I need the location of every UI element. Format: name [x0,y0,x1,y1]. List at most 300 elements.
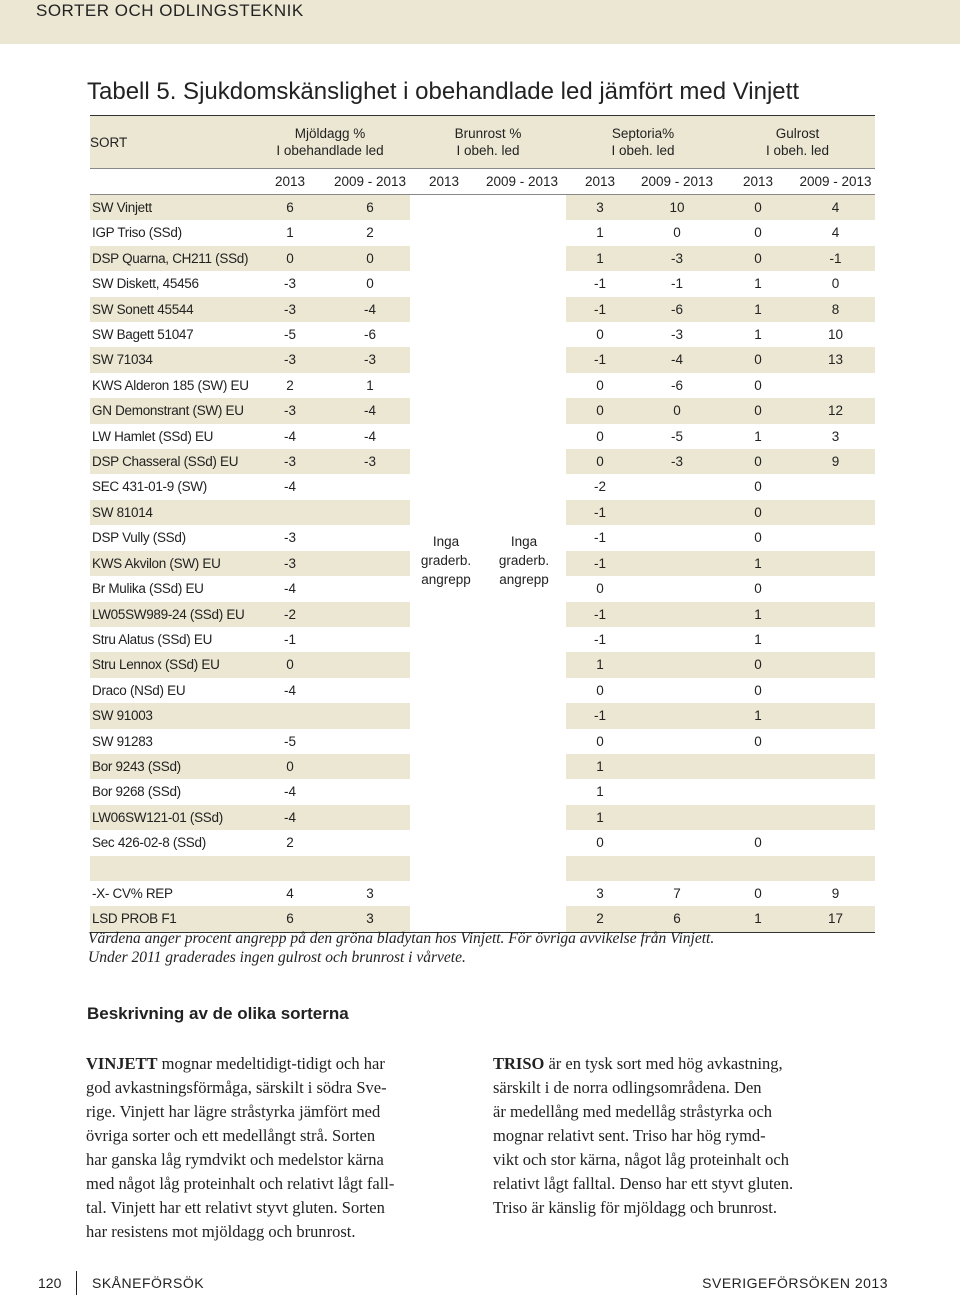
table-cell: -1 [566,627,634,652]
table-row [90,754,875,779]
description-line: relativt lågt falltal. Denso har ett styvt gluten. [493,1174,794,1193]
variety-name: LW05SW989-24 (SSd) EU [90,602,250,627]
table-cell: 0 [796,271,875,296]
table-cell: 3 [566,195,634,221]
table-cell [796,678,875,703]
table-cell [796,703,875,728]
brunrost-2013-no-attack-note: Inga graderb. angrepp [420,534,472,587]
table-cell: 7 [634,881,720,906]
table-cell [634,830,720,855]
table-cell: 0 [330,246,410,271]
table-cell [796,602,875,627]
table-cell [566,856,634,881]
brunrost-2009-2013-no-attack-note: Inga graderb. angrepp [498,534,550,587]
table-cell: 0 [250,754,330,779]
table-cell: 9 [796,449,875,474]
table-row [90,449,875,474]
table-cell: 0 [634,398,720,423]
variety-name: -X- CV% REP [90,881,250,906]
table-cell: -4 [250,779,330,804]
table-cell: 12 [796,398,875,423]
table-cell: 0 [720,576,796,601]
table-cell [330,678,410,703]
table-cell [796,576,875,601]
table-row [90,220,875,245]
table-cell: 0 [250,652,330,677]
table-cell [796,500,875,525]
table-cell [634,856,720,881]
table-cell: 17 [796,906,875,932]
table-row [90,678,875,703]
table-cell [330,856,410,881]
table-title: Tabell 5. Sjukdomskänslighet i obehandlade led jämfört med Vinjett [87,78,799,105]
year-header: 2013 [566,169,634,195]
table-cell [478,754,566,779]
table-cell [634,703,720,728]
table-cell [634,551,720,576]
table-cell: -2 [566,474,634,499]
table-cell: -4 [250,424,330,449]
table-cell [796,474,875,499]
table-cell [478,678,566,703]
table-cell: -3 [634,322,720,347]
table-cell: -5 [250,322,330,347]
table-row [90,551,875,576]
table-cell: -1 [796,246,875,271]
table-cell: 1 [720,322,796,347]
section-header-label: SORTER OCH ODLINGSTEKNIK [36,1,304,20]
table-row [90,830,875,855]
table-cell [410,652,478,677]
table-cell: 1 [720,627,796,652]
table-note-line: Under 2011 graderades ingen gulrost och brunrost i vårvete. [88,949,466,966]
table-cell [478,373,566,398]
table-cell [634,729,720,754]
table-row [90,347,875,372]
year-header: 2009 - 2013 [478,169,566,195]
table-cell: 0 [566,424,634,449]
variety-name: Br Mulika (SSd) EU [90,576,250,601]
year-header-empty [90,169,250,195]
table-cell [478,602,566,627]
table-cell: 0 [566,729,634,754]
description-line: har resistens mot mjöldagg och brunrost. [86,1222,356,1241]
table-cell: -1 [566,347,634,372]
table-cell: 9 [796,881,875,906]
table-cell: 2 [250,373,330,398]
table-cell [410,627,478,652]
table-cell [478,805,566,830]
table-cell [720,754,796,779]
table-cell [478,195,566,221]
description-line: är en tysk sort med hög avkastning, [544,1054,783,1073]
variety-name: KWS Alderon 185 (SW) EU [90,373,250,398]
table-cell: 1 [566,246,634,271]
table-cell [330,474,410,499]
table-cell: 13 [796,347,875,372]
table-cell [796,856,875,881]
year-header: 2013 [720,169,796,195]
description-line: vikt och stor kärna, något låg proteinhalt och [493,1150,790,1169]
footer-series: SVERIGEFÖRSÖKEN 2013 [702,1275,888,1291]
table-cell: 0 [720,525,796,550]
table-cell: 0 [566,373,634,398]
table-cell [478,297,566,322]
table-cell [250,856,330,881]
table-cell: 1 [720,602,796,627]
table-cell: 1 [720,271,796,296]
table-cell: 0 [720,220,796,245]
table-cell: -3 [250,271,330,296]
table-cell [410,449,478,474]
table-header-years [90,169,875,195]
table-cell [478,449,566,474]
table-cell [410,754,478,779]
table-note [88,929,888,967]
table-cell: 1 [720,703,796,728]
table-row [90,297,875,322]
table-cell [634,779,720,804]
table-cell: 10 [634,195,720,221]
table-cell [478,220,566,245]
description-line: god avkastningsförmåga, särskilt i södra Sve- [86,1078,387,1097]
table-cell [796,652,875,677]
description-line: rige. Vinjett har lägre stråstyrka jämfört med [86,1102,381,1121]
table-cell [478,347,566,372]
footer-divider [76,1271,77,1295]
variety-name: GN Demonstrant (SW) EU [90,398,250,423]
table-cell: 1 [566,805,634,830]
table-cell: 1 [330,373,410,398]
table-cell [410,373,478,398]
table-cell [330,551,410,576]
table-cell [796,551,875,576]
table-row [90,729,875,754]
table-cell: 1 [720,551,796,576]
table-cell: 2 [330,220,410,245]
table-cell [330,602,410,627]
table-cell: 0 [720,195,796,221]
table-cell: 4 [250,881,330,906]
table-cell: 2 [250,830,330,855]
table-row [90,652,875,677]
table-cell [410,881,478,906]
description-line: har ganska låg rymdvikt och medelstor kärna [86,1150,384,1169]
table-cell: 0 [330,271,410,296]
variety-name: LSD PROB F1 [90,906,250,932]
variety-name: Sec 426-02-8 (SSd) [90,830,250,855]
table-row [90,474,875,499]
table-row [90,398,875,423]
table-cell: -1 [566,500,634,525]
table-cell [478,652,566,677]
table-cell: 0 [566,576,634,601]
table-cell [410,297,478,322]
variety-name: LW06SW121-01 (SSd) [90,805,250,830]
table-cell: 8 [796,297,875,322]
table-cell: -4 [330,297,410,322]
table-cell: 0 [566,449,634,474]
header-mjoldagg: Mjöldagg % I obehandlade led [250,116,410,169]
table-cell: 1 [566,652,634,677]
table-cell [478,246,566,271]
table-cell: -1 [634,271,720,296]
table-cell: 0 [720,881,796,906]
table-cell: 1 [566,754,634,779]
table-cell [330,703,410,728]
table-cell [634,525,720,550]
table-cell [410,678,478,703]
table-cell [410,830,478,855]
table-cell: 6 [330,195,410,221]
table-cell: -4 [250,474,330,499]
page-number: 120 [38,1275,62,1291]
table-cell: -3 [250,525,330,550]
table-cell: 0 [566,322,634,347]
year-header: 2009 - 2013 [796,169,875,195]
table-cell: -3 [250,449,330,474]
table-cell [478,322,566,347]
table-cell [634,805,720,830]
table-cell: 3 [566,881,634,906]
table-cell [796,627,875,652]
variety-name: SW Vinjett [90,195,250,221]
table-cell [410,398,478,423]
table-cell: 4 [796,195,875,221]
variety-name: SW 71034 [90,347,250,372]
description-triso [493,1052,855,1220]
table-cell: 0 [720,830,796,855]
table-cell: 6 [250,906,330,932]
table-cell: -1 [566,602,634,627]
section-header-bar [0,0,960,44]
table-row [90,627,875,652]
description-line: övriga sorter och ett medellångt strå. Sorten [86,1126,376,1145]
variety-name: Stru Alatus (SSd) EU [90,627,250,652]
table-cell: 0 [720,246,796,271]
table-cell [478,729,566,754]
variety-name: DSP Chasseral (SSd) EU [90,449,250,474]
table-cell: 0 [720,449,796,474]
table-cell [634,474,720,499]
table-cell [634,500,720,525]
variety-name: Bor 9243 (SSd) [90,754,250,779]
table-row [90,373,875,398]
variety-name-vinjett: VINJETT [86,1054,158,1073]
table-cell [410,474,478,499]
table-cell: 4 [796,220,875,245]
table-row [90,602,875,627]
table-cell [410,347,478,372]
table-cell: -3 [330,347,410,372]
table-cell [330,754,410,779]
table-cell [796,779,875,804]
table-cell: 10 [796,322,875,347]
disease-table [90,115,875,933]
table-cell: 1 [566,779,634,804]
table-cell: 0 [720,373,796,398]
table-cell: -3 [634,246,720,271]
table-cell [720,805,796,830]
variety-name: SW Diskett, 45456 [90,271,250,296]
variety-name: LW Hamlet (SSd) EU [90,424,250,449]
table-cell: 0 [566,678,634,703]
variety-name: IGP Triso (SSd) [90,220,250,245]
table-cell: -1 [566,551,634,576]
table-cell [634,754,720,779]
table-cell [410,195,478,221]
table-row [90,271,875,296]
variety-name: Bor 9268 (SSd) [90,779,250,804]
table-cell [330,830,410,855]
table-cell [410,322,478,347]
table-cell [634,627,720,652]
header-gulrost: Gulrost I obeh. led [720,116,875,169]
table-row [90,322,875,347]
table-cell [478,500,566,525]
table-cell: -4 [634,347,720,372]
table-cell [410,500,478,525]
table-cell: -1 [566,297,634,322]
table-cell: 1 [720,297,796,322]
table-cell: -1 [250,627,330,652]
table-cell: -4 [250,678,330,703]
table-cell [250,703,330,728]
table-cell: 0 [720,678,796,703]
description-line: med något låg proteinhalt och relativt lågt fall- [86,1174,395,1193]
table-cell: -4 [330,398,410,423]
table-cell: -1 [566,703,634,728]
table-cell [478,856,566,881]
table-cell [410,602,478,627]
description-line: mognar relativt sent. Triso har hög rymd- [493,1126,766,1145]
table-cell: -5 [634,424,720,449]
table-cell [796,754,875,779]
table-cell [330,576,410,601]
variety-name [90,856,250,881]
table-row [90,424,875,449]
sort-header: SORT [90,116,250,169]
table-cell: 0 [720,500,796,525]
description-line: Triso är känslig för mjöldagg och brunrost. [493,1198,777,1217]
table-cell [410,703,478,728]
table-cell: -1 [566,525,634,550]
table-cell: 3 [330,906,410,932]
variety-name: SW Sonett 45544 [90,297,250,322]
table-cell: -4 [250,576,330,601]
table-cell [796,729,875,754]
table-cell: -3 [250,551,330,576]
table-row [90,779,875,804]
description-line: mognar medeltidigt-tidigt och har [157,1054,385,1073]
table-container [90,115,875,933]
table-cell [330,652,410,677]
description-line: särskilt i de norra odlingsområdena. Den [493,1078,762,1097]
table-cell [330,500,410,525]
table-cell: 0 [634,220,720,245]
table-cell: -3 [634,449,720,474]
table-cell [478,627,566,652]
header-septoria: Septoria% I obeh. led [566,116,720,169]
table-row [90,500,875,525]
table-cell [634,678,720,703]
table-cell [250,500,330,525]
table-cell [478,474,566,499]
table-cell [330,729,410,754]
table-cell [796,830,875,855]
variety-name: DSP Vully (SSd) [90,525,250,550]
table-cell [796,373,875,398]
description-line: är medellång med medellåg stråstyrka och [493,1102,773,1121]
variety-name: DSP Quarna, CH211 (SSd) [90,246,250,271]
table-cell [478,424,566,449]
table-cell: 1 [720,906,796,932]
table-row [90,576,875,601]
table-note-line: Värdena anger procent angrepp på den gröna bladytan hos Vinjett. För övriga avvikelse från Vinjett. [88,930,715,947]
year-header: 2013 [410,169,478,195]
table-cell: 3 [330,881,410,906]
footer-publication: SKÅNEFÖRSÖK [92,1275,205,1291]
variety-name: KWS Akvilon (SW) EU [90,551,250,576]
variety-name-triso: TRISO [493,1054,545,1073]
table-cell: -4 [250,805,330,830]
variety-name: Stru Lennox (SSd) EU [90,652,250,677]
table-cell [330,525,410,550]
year-header: 2009 - 2013 [634,169,720,195]
table-cell [478,881,566,906]
table-cell [720,779,796,804]
table-cell: 6 [634,906,720,932]
table-cell [478,271,566,296]
table-cell [720,856,796,881]
table-row [90,856,875,881]
table-cell [478,398,566,423]
table-cell: 0 [720,652,796,677]
table-row [90,703,875,728]
table-cell: 0 [566,830,634,855]
table-cell: -6 [634,373,720,398]
table-cell: -4 [330,424,410,449]
description-vinjett [86,1052,448,1244]
variety-name: SEC 431-01-9 (SW) [90,474,250,499]
table-row [90,246,875,271]
table-cell: 0 [720,729,796,754]
variety-name: SW Bagett 51047 [90,322,250,347]
table-cell [410,805,478,830]
description-line: tal. Vinjett har ett relativt styvt gluten. Sorten [86,1198,385,1217]
table-header-groups [90,116,875,169]
table-cell [410,856,478,881]
table-cell: 6 [250,195,330,221]
table-cell [478,779,566,804]
table-cell: 0 [720,398,796,423]
table-cell [634,602,720,627]
year-header: 2013 [250,169,330,195]
table-row [90,525,875,550]
table-cell: -5 [250,729,330,754]
table-cell [410,424,478,449]
table-row [90,195,875,221]
table-cell: -1 [566,271,634,296]
table-cell: -6 [330,322,410,347]
table-cell: 1 [566,220,634,245]
table-cell [330,805,410,830]
table-cell [478,830,566,855]
table-cell: -2 [250,602,330,627]
table-body [90,195,875,933]
table-cell: 1 [720,424,796,449]
table-cell: -3 [250,398,330,423]
